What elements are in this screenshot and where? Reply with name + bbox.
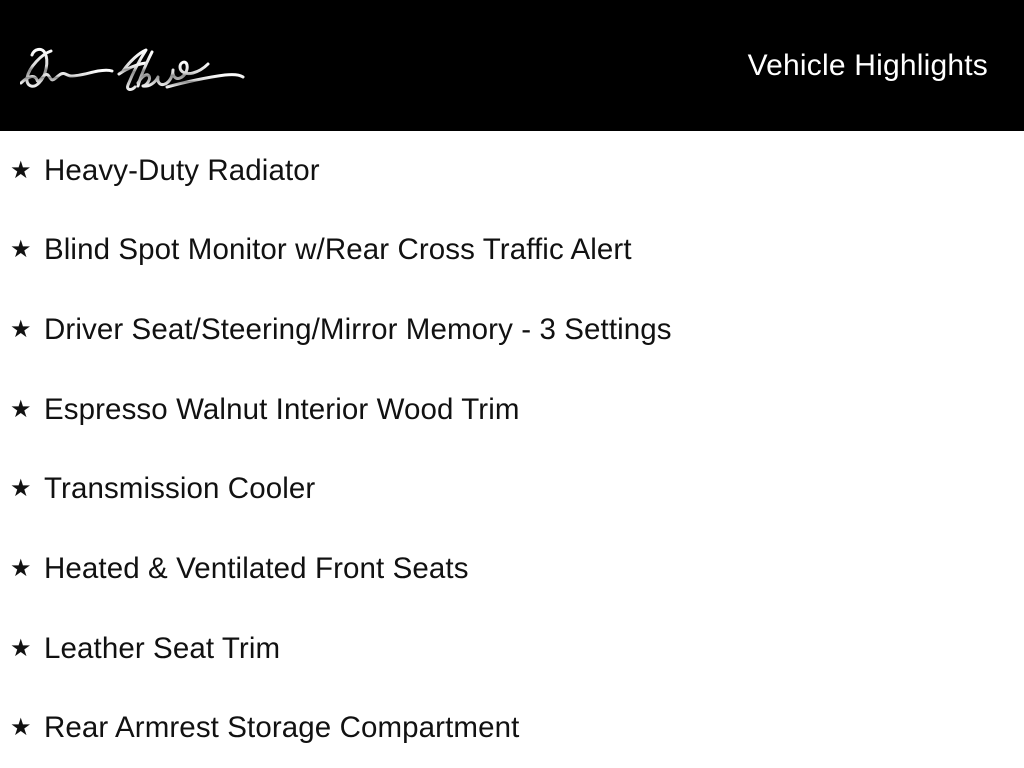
list-item (0, 609, 1024, 689)
star-icon: ★ (10, 315, 32, 344)
list-item-label: Driver Seat/Steering/Mirror Memory - 3 Settings (44, 313, 672, 347)
list-item-label: Espresso Walnut Interior Wood Trim (44, 392, 520, 426)
jim-hudson-signature-logo (20, 46, 245, 104)
list-item (0, 688, 1024, 768)
list-item-label: Blind Spot Monitor w/Rear Cross Traffic Alert (44, 233, 632, 267)
highlights-list (0, 131, 1024, 768)
list-item (0, 370, 1024, 450)
list-item (0, 290, 1024, 370)
list-item-label: Leather Seat Trim (44, 631, 281, 665)
list-item (0, 450, 1024, 530)
star-icon: ★ (10, 394, 32, 423)
star-icon: ★ (10, 235, 32, 264)
list-item (0, 131, 1024, 211)
list-item-label: Transmission Cooler (44, 472, 316, 506)
star-icon: ★ (10, 474, 32, 503)
star-icon: ★ (10, 633, 32, 662)
list-item (0, 529, 1024, 609)
star-icon: ★ (10, 155, 32, 184)
header-bar (0, 0, 1024, 131)
list-item-label: Heated & Ventilated Front Seats (44, 551, 469, 585)
list-item (0, 211, 1024, 291)
list-item-label: Rear Armrest Storage Compartment (44, 711, 520, 745)
star-icon: ★ (10, 713, 32, 742)
page-title: Vehicle Highlights (747, 49, 988, 82)
list-item-label: Heavy-Duty Radiator (44, 153, 320, 187)
star-icon: ★ (10, 553, 32, 582)
